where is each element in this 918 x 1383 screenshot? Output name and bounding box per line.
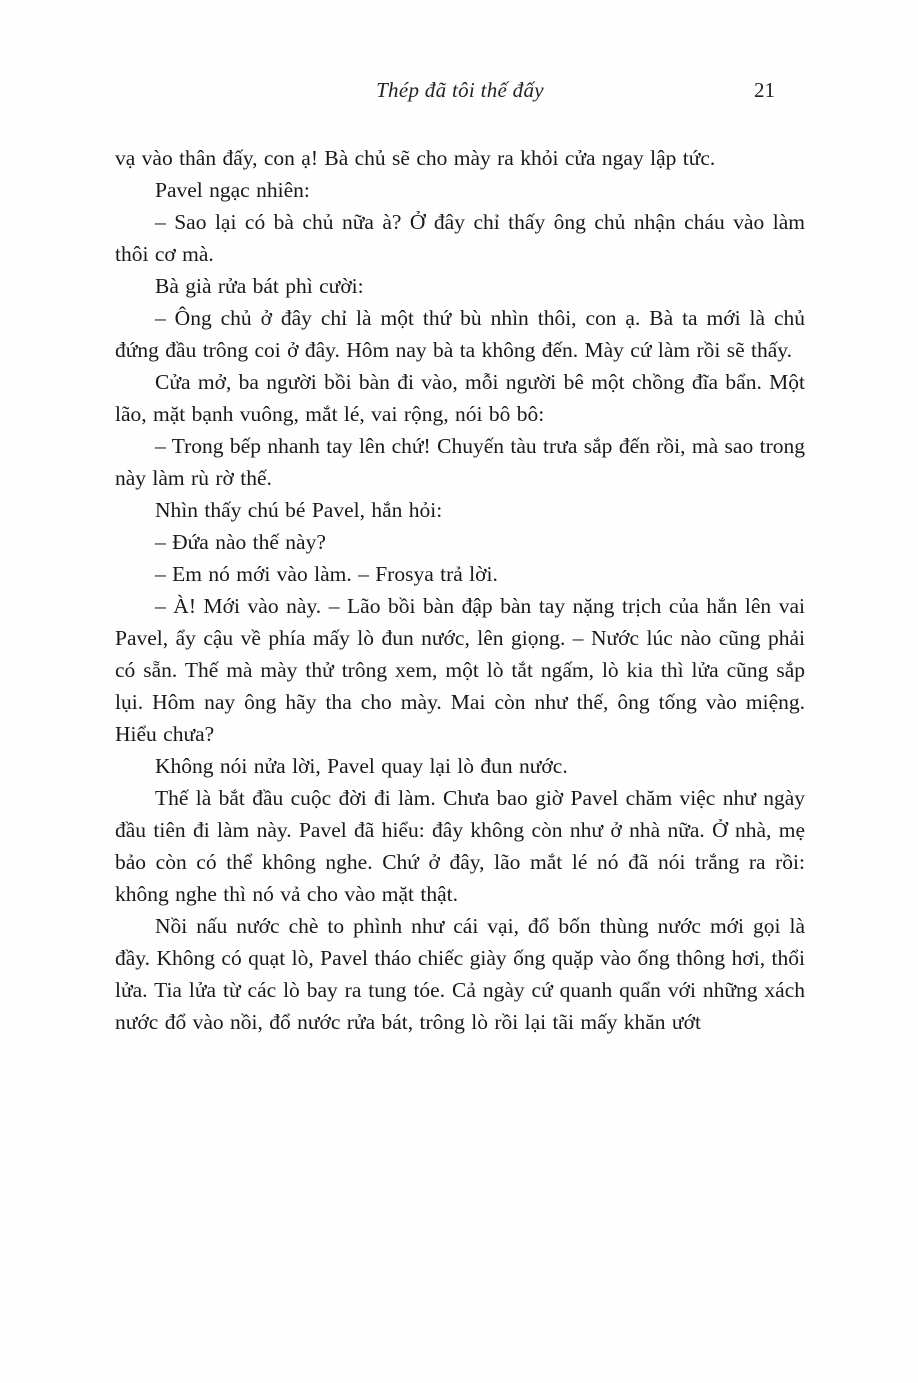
paragraph: vạ vào thân đấy, con ạ! Bà chủ sẽ cho mày ra khỏi cửa ngay lập tức. (115, 146, 716, 170)
page-header (115, 78, 805, 108)
paragraph: Bà già rửa bát phì cười: (155, 274, 364, 298)
paragraph: – Sao lại có bà chủ nữa à? Ở đây chỉ thấy ông chủ nhận cháu vào làm thôi cơ mà. (115, 210, 805, 266)
paragraph: – Ông chủ ở đây chỉ là một thứ bù nhìn thôi, con ạ. Bà ta mới là chủ đứng đầu trông coi ở đây. Hôm nay bà ta không đến. Mày cứ làm rồi sẽ thấy. (115, 306, 805, 362)
paragraph: Nồi nấu nước chè to phình như cái vại, đổ bốn thùng nước mới gọi là đầy. Không có quạt lò, Pavel tháo chiếc giày ống quặp vào ống thông hơi, thổi lửa. Tia lửa từ các lò bay ra tung tóe. Cả ngày cứ quanh quẩn với những xách nước đổ vào nồi, đổ nước rửa bát, trông lò rồi lại tãi mấy khăn ướt (115, 914, 805, 1034)
paragraph: – Em nó mới vào làm. – Frosya trả lời. (155, 562, 498, 586)
paragraph: – Trong bếp nhanh tay lên chứ! Chuyến tàu trưa sắp đến rồi, mà sao trong này làm rù rờ thế. (115, 434, 805, 490)
page-number: 21 (754, 78, 775, 102)
running-title: Thép đã tôi thế đấy (376, 78, 544, 102)
paragraph: – Đứa nào thế này? (155, 530, 326, 554)
paragraph: Thế là bắt đầu cuộc đời đi làm. Chưa bao giờ Pavel chăm việc như ngày đầu tiên đi làm này. Pavel đã hiểu: đây không còn như ở nhà nữa. Ở nhà, mẹ bảo còn có thể không nghe. Chứ ở đây, lão mắt lé nó đã nói trắng ra rồi: không nghe thì nó vả cho vào mặt thật. (115, 786, 805, 906)
paragraph: Nhìn thấy chú bé Pavel, hắn hỏi: (155, 498, 443, 522)
body-text (115, 142, 805, 1038)
paragraph: – À! Mới vào này. – Lão bồi bàn đập bàn tay nặng trịch của hắn lên vai Pavel, ẩy cậu về phía mấy lò đun nước, lên giọng. – Nước lúc nào cũng phải có sẵn. Thế mà mày thử trông xem, một lò tắt ngấm, lò kia thì lửa cũng sắp lụi. Hôm nay ông hãy tha cho mày. Mai còn như thế, ông tống vào miệng. Hiểu chưa? (115, 594, 805, 746)
paragraph: Cửa mở, ba người bồi bàn đi vào, mỗi người bê một chồng đĩa bẩn. Một lão, mặt bạnh vuông, mắt lé, vai rộng, nói bô bô: (115, 370, 805, 426)
paragraph: Không nói nửa lời, Pavel quay lại lò đun nước. (155, 754, 568, 778)
paragraph: Pavel ngạc nhiên: (155, 178, 310, 202)
